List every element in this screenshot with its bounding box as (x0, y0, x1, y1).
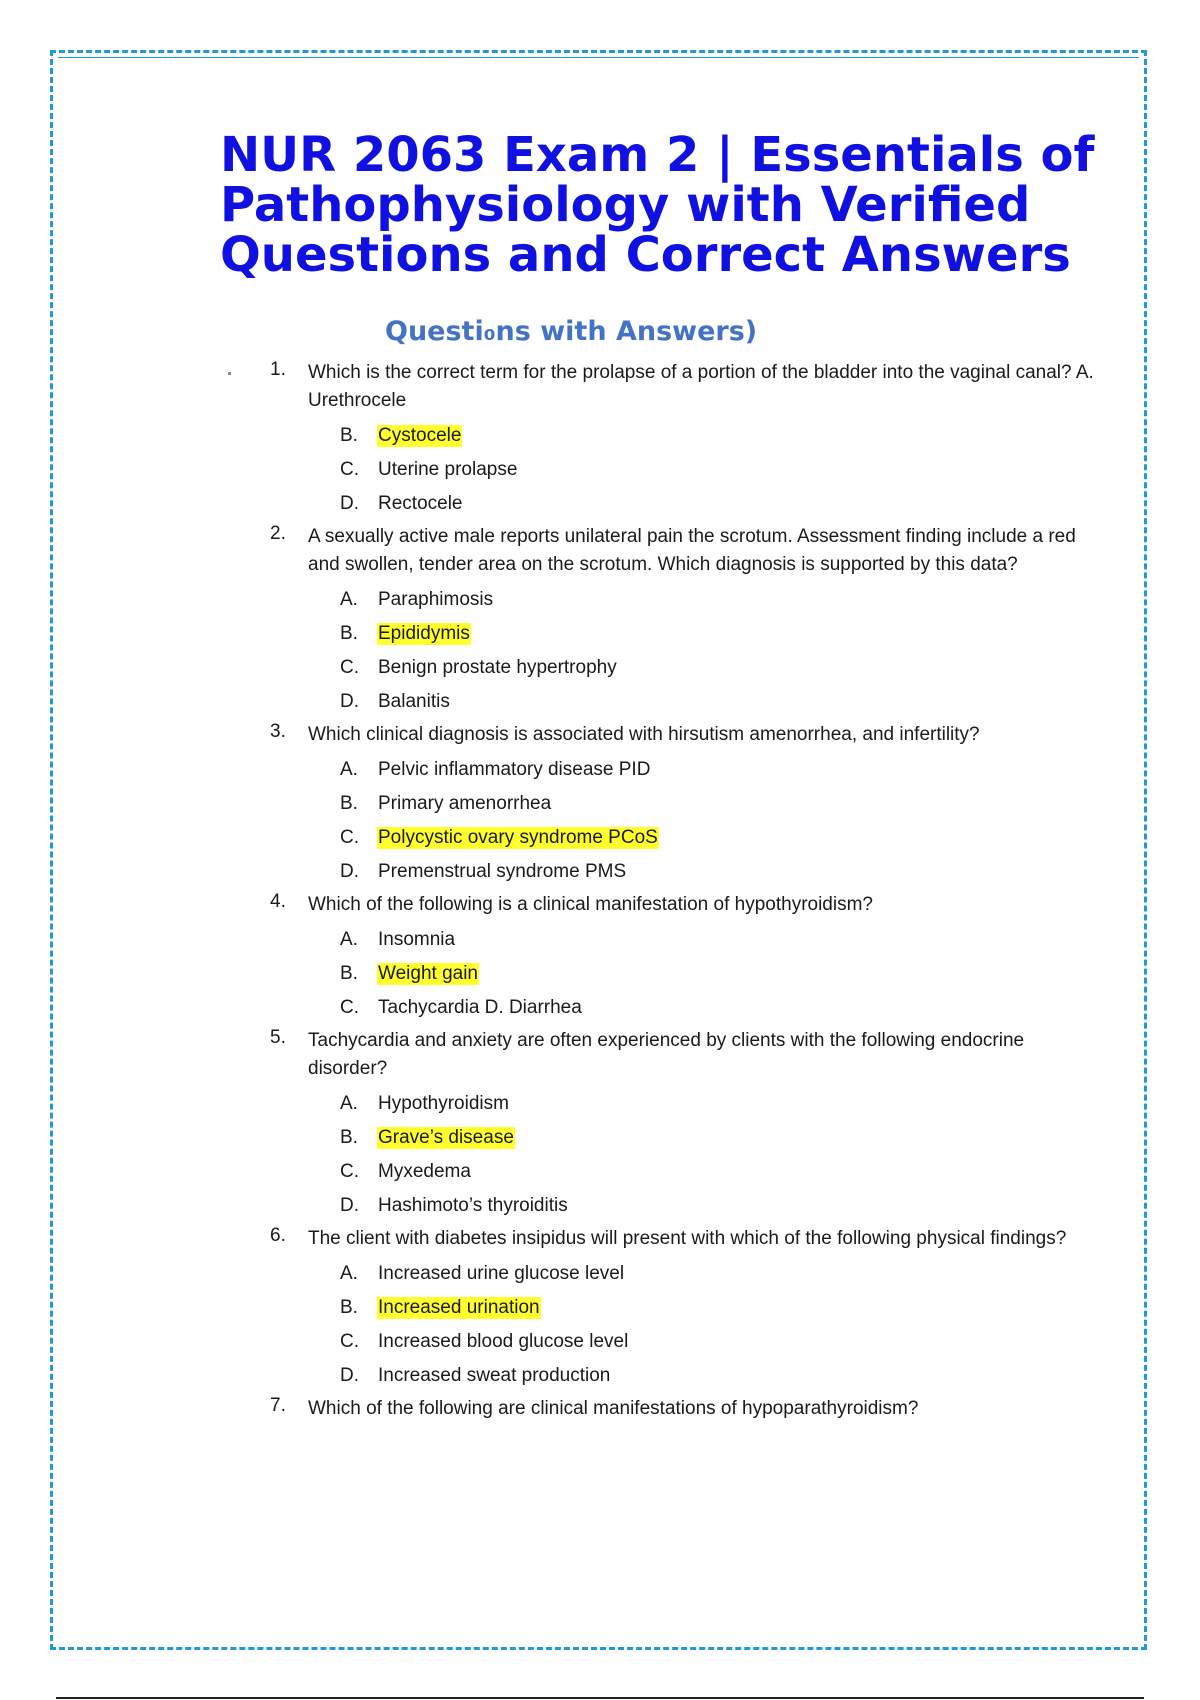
question-number: 6. (270, 1225, 286, 1246)
bottom-rule (56, 1697, 1144, 1699)
option-letter: C. (340, 459, 359, 480)
answer-option (340, 1089, 1100, 1123)
answer-option-correct (340, 823, 1100, 857)
option-letter: A. (340, 929, 358, 950)
answer-option-correct (340, 1123, 1100, 1157)
option-text: Uterine prolapse (378, 459, 518, 480)
option-text: Pelvic inflammatory disease PID (378, 759, 651, 780)
page-border-inner-line (58, 57, 1139, 58)
question-list (270, 359, 1100, 1429)
question-item (270, 523, 1100, 721)
answer-option (340, 1157, 1100, 1191)
option-letter: D. (340, 493, 359, 514)
option-text: Myxedema (378, 1161, 471, 1182)
option-text: Increased blood glucose level (378, 1331, 629, 1352)
highlighted-answer-text: Weight gain (378, 963, 478, 984)
answer-option (340, 455, 1100, 489)
answer-option-correct (340, 619, 1100, 653)
option-letter: B. (340, 623, 358, 644)
answer-option (340, 789, 1100, 823)
option-letter: B. (340, 425, 358, 446)
question-number: 5. (270, 1027, 286, 1048)
option-letter: C. (340, 1161, 359, 1182)
question-text: Which of the following is a clinical manifestation of hypothyroidism? (308, 894, 873, 915)
highlighted-answer-text: Polycystic ovary syndrome PCoS (378, 827, 658, 848)
question-text: Which is the correct term for the prolapse of a portion of the bladder into the vaginal canal? A. Urethrocele (308, 362, 1094, 411)
question-item (270, 721, 1100, 891)
answer-option-correct (340, 1293, 1100, 1327)
option-letter: A. (340, 589, 358, 610)
option-letter: B. (340, 963, 358, 984)
answer-option (340, 489, 1100, 523)
section-subtitle: Questi₀ns with Answers) (385, 316, 758, 347)
option-letter: B. (340, 793, 358, 814)
option-letter: D. (340, 1365, 359, 1386)
option-letter: D. (340, 691, 359, 712)
question-number: 3. (270, 721, 286, 742)
question-item (270, 1225, 1100, 1395)
question-number: 7. (270, 1395, 286, 1416)
option-letter: C. (340, 997, 359, 1018)
question-item (270, 891, 1100, 1027)
answer-option-correct (340, 421, 1100, 455)
document-title: NUR 2063 Exam 2 | Essentials of Pathophysiology with Verified Questions and Correct Answers (220, 127, 1095, 283)
option-letter: B. (340, 1297, 358, 1318)
highlighted-answer-text: Increased urination (378, 1297, 540, 1318)
option-letter: A. (340, 1263, 358, 1284)
answer-option (340, 653, 1100, 687)
option-text: Primary amenorrhea (378, 793, 552, 814)
answer-option (340, 1259, 1100, 1293)
question-text: The client with diabetes insipidus will present with which of the following physical findings? (308, 1228, 1067, 1249)
option-letter: D. (340, 861, 359, 882)
question-item (270, 1027, 1100, 1225)
option-text: Hypothyroidism (378, 1093, 509, 1114)
question-number: 1. (270, 359, 286, 380)
question-text: A sexually active male reports unilateral pain the scrotum. Assessment finding include a red and swollen, tender area on the scrotum. Which diagnosis is supported by this data? (308, 526, 1076, 575)
answer-option (340, 925, 1100, 959)
question-text: Which clinical diagnosis is associated with hirsutism amenorrhea, and infertility? (308, 724, 980, 745)
answer-option (340, 993, 1100, 1027)
option-text: Balanitis (378, 691, 450, 712)
option-letter: C. (340, 827, 359, 848)
question-text: Tachycardia and anxiety are often experienced by clients with the following endocrine disorder? (308, 1030, 1025, 1079)
answer-option (340, 857, 1100, 891)
option-text: Hashimoto’s thyroiditis (378, 1195, 568, 1216)
option-text: Insomnia (378, 929, 456, 950)
option-letter: A. (340, 1093, 358, 1114)
question-item (270, 1395, 1100, 1429)
stray-mark (228, 372, 231, 375)
option-text: Tachycardia D. Diarrhea (378, 997, 582, 1018)
option-text: Rectocele (378, 493, 463, 514)
option-letter: D. (340, 1195, 359, 1216)
answer-option (340, 755, 1100, 789)
option-text: Paraphimosis (378, 589, 494, 610)
option-text: Benign prostate hypertrophy (378, 657, 617, 678)
option-text: Premenstrual syndrome PMS (378, 861, 627, 882)
option-letter: A. (340, 759, 358, 780)
question-text: Which of the following are clinical manifestations of hypoparathyroidism? (308, 1398, 919, 1419)
question-item (270, 359, 1100, 523)
option-text: Increased sweat production (378, 1365, 611, 1386)
option-letter: C. (340, 1331, 359, 1352)
highlighted-answer-text: Cystocele (378, 425, 462, 446)
question-number: 2. (270, 523, 286, 544)
highlighted-answer-text: Grave’s disease (378, 1127, 514, 1148)
option-letter: C. (340, 657, 359, 678)
highlighted-answer-text: Epididymis (378, 623, 470, 644)
answer-option (340, 687, 1100, 721)
question-number: 4. (270, 891, 286, 912)
option-text: Increased urine glucose level (378, 1263, 625, 1284)
answer-option (340, 1361, 1100, 1395)
answer-option (340, 1327, 1100, 1361)
answer-option-correct (340, 959, 1100, 993)
answer-option (340, 585, 1100, 619)
option-letter: B. (340, 1127, 358, 1148)
answer-option (340, 1191, 1100, 1225)
